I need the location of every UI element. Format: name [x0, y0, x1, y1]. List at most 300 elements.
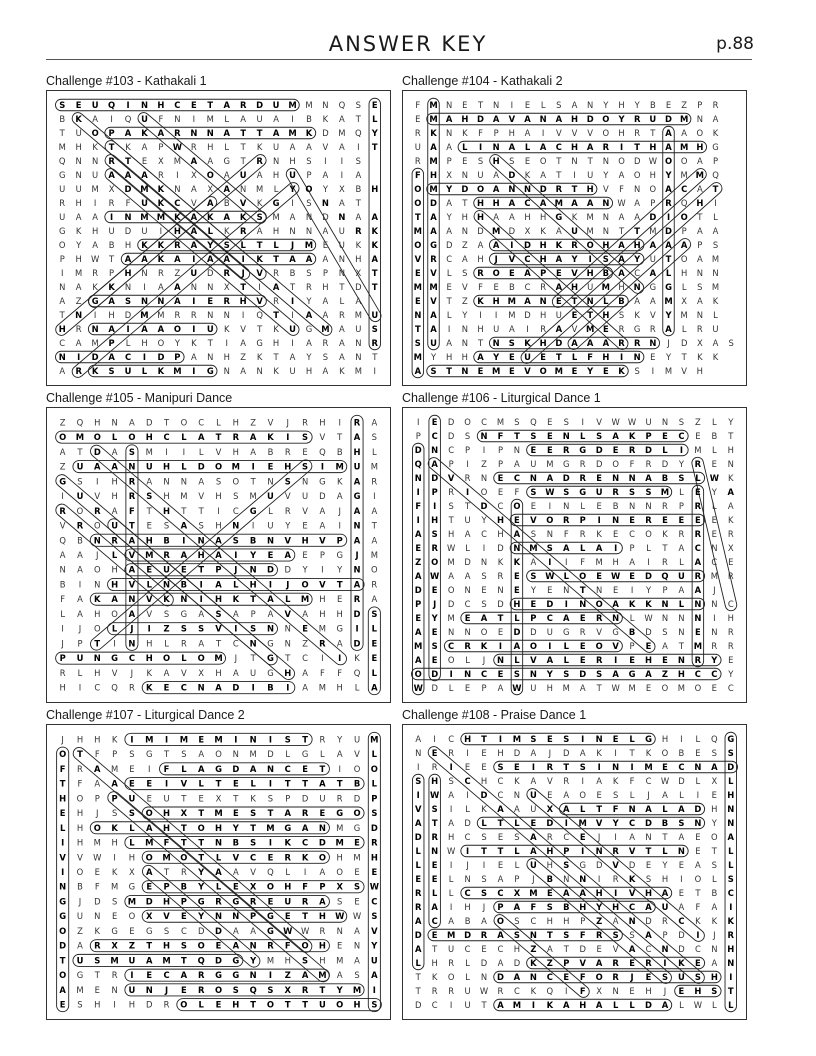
grid-letter: V — [239, 198, 247, 208]
grid-letter: E — [662, 515, 668, 525]
grid-letter: U — [76, 461, 84, 472]
grid-letter: A — [414, 627, 422, 637]
grid-letter: V — [612, 944, 619, 954]
grid-letter: N — [249, 564, 257, 575]
grid-letter: N — [595, 734, 603, 744]
grid-letter: L — [465, 972, 470, 982]
grid-letter: M — [529, 543, 538, 553]
grid-letter: N — [197, 682, 205, 693]
grid-letter: P — [77, 638, 83, 649]
grid-letter: H — [128, 999, 136, 1010]
grid-letter: L — [446, 268, 452, 278]
grid-letter: A — [563, 888, 570, 898]
grid-letter: S — [711, 860, 717, 870]
grid-letter: K — [530, 958, 537, 968]
grid-letter: R — [546, 832, 553, 842]
grid-letter: A — [711, 958, 718, 968]
grid-letter: R — [448, 986, 455, 996]
grid-letter: B — [612, 501, 619, 511]
grid-letter: S — [163, 925, 170, 936]
grid-letter: N — [266, 535, 274, 546]
grid-letter: C — [678, 916, 685, 926]
grid-letter: H — [272, 338, 280, 348]
grid-letter: A — [124, 128, 132, 138]
grid-letter: M — [93, 837, 101, 848]
grid-letter: Y — [618, 114, 625, 124]
grid-letter: F — [302, 881, 308, 892]
grid-letter: T — [634, 142, 641, 152]
grid-letter: D — [318, 837, 326, 848]
grid-letter: R — [77, 763, 83, 774]
grid-letter: L — [372, 114, 378, 124]
grid-letter: N — [628, 473, 636, 483]
grid-letter: A — [629, 557, 635, 567]
grid-letter: F — [94, 749, 100, 760]
grid-letter: L — [481, 818, 487, 828]
grid-letter: D — [513, 627, 521, 637]
grid-letter: E — [695, 748, 701, 758]
grid-letter: F — [612, 804, 619, 814]
grid-letter: A — [128, 564, 136, 575]
grid-letter: S — [77, 999, 83, 1010]
grid-letter: C — [481, 417, 487, 427]
grid-letter: O — [93, 822, 101, 833]
grid-letter: L — [181, 763, 187, 774]
grid-letter: R — [711, 641, 718, 651]
grid-letter: M — [677, 683, 686, 693]
grid-letter: K — [697, 352, 703, 362]
grid-letter: E — [431, 585, 438, 595]
grid-letter: I — [143, 282, 146, 292]
grid-letter: R — [633, 338, 641, 348]
grid-letter: C — [694, 543, 701, 553]
grid-letter: L — [371, 778, 378, 789]
grid-letter: D — [480, 958, 488, 968]
grid-letter: L — [448, 888, 454, 898]
grid-letter: R — [618, 324, 625, 334]
grid-letter: O — [711, 832, 718, 842]
grid-letter: R — [197, 970, 205, 981]
grid-letter: X — [249, 881, 257, 892]
grid-letter: E — [415, 543, 422, 553]
grid-letter: A — [696, 184, 703, 194]
grid-letter: A — [497, 930, 504, 940]
letter-grid — [46, 407, 391, 703]
grid-letter: G — [215, 970, 222, 981]
grid-letter: A — [665, 142, 672, 152]
grid-letter: H — [94, 999, 101, 1010]
grid-letter: T — [556, 170, 562, 180]
grid-letter: I — [614, 543, 618, 553]
grid-letter: I — [320, 461, 324, 472]
grid-letter: K — [728, 473, 734, 483]
grid-letter: K — [530, 986, 537, 996]
grid-letter: G — [111, 653, 119, 664]
grid-letter: A — [157, 128, 165, 138]
grid-letter: W — [90, 254, 100, 264]
grid-letter: Q — [530, 417, 537, 427]
grid-letter: A — [430, 324, 437, 334]
grid-letter: N — [579, 599, 587, 609]
grid-letter: A — [546, 944, 553, 954]
grid-letter: U — [289, 170, 296, 180]
grid-letter: D — [579, 944, 586, 954]
grid-letter: R — [158, 170, 164, 180]
grid-letter: S — [430, 366, 437, 376]
grid-letter: P — [514, 874, 520, 884]
grid-letter: W — [545, 571, 555, 581]
grid-letter: Z — [695, 417, 701, 427]
grid-letter: A — [514, 804, 520, 814]
grid-letter: R — [158, 268, 164, 278]
grid-letter: K — [256, 254, 263, 264]
grid-letter: L — [713, 212, 718, 222]
grid-letter: E — [94, 867, 100, 877]
grid-letter: D — [445, 240, 453, 250]
grid-letter: A — [497, 804, 504, 814]
grid-letter: W — [617, 198, 626, 208]
grid-letter: S — [371, 808, 378, 819]
grid-letter: A — [250, 446, 256, 457]
grid-letter: E — [493, 282, 499, 292]
grid-letter: D — [665, 226, 672, 236]
grid-letter: H — [595, 888, 603, 898]
grid-letter: M — [680, 170, 688, 180]
grid-letter: S — [354, 881, 361, 892]
grid-letter: T — [240, 142, 246, 152]
grid-letter: J — [630, 972, 634, 982]
grid-letter: C — [464, 944, 471, 954]
grid-letter: R — [190, 142, 197, 152]
grid-letter: A — [322, 170, 329, 180]
grid-letter: N — [305, 212, 313, 222]
grid-letter: U — [128, 955, 136, 966]
grid-letter: E — [612, 734, 619, 744]
grid-letter: N — [141, 268, 148, 278]
grid-letter: M — [110, 763, 119, 774]
grid-letter: K — [524, 338, 531, 348]
grid-letter: V — [284, 535, 292, 546]
grid-letter: K — [728, 515, 734, 525]
grid-letter: N — [492, 338, 500, 348]
grid-letter: Y — [250, 955, 257, 966]
grid-letter: X — [223, 282, 230, 292]
grid-letter: H — [431, 776, 439, 786]
grid-letter: B — [602, 268, 610, 278]
grid-letter: I — [416, 417, 420, 427]
grid-letter: H — [540, 212, 547, 222]
grid-letter: C — [232, 505, 239, 516]
grid-letter: K — [267, 432, 274, 443]
grid-letter: Y — [645, 585, 652, 595]
grid-letter: O — [58, 240, 66, 250]
grid-letter: G — [645, 734, 652, 744]
grid-letter: A — [618, 254, 625, 264]
grid-letter: I — [482, 860, 486, 870]
grid-letter: N — [207, 352, 214, 362]
grid-letter: N — [696, 114, 703, 124]
grid-letter: O — [76, 867, 84, 877]
grid-letter: V — [530, 515, 537, 525]
grid-letter: C — [284, 763, 291, 774]
grid-letter: M — [370, 734, 379, 745]
grid-letter: M — [288, 100, 297, 110]
grid-letter: I — [93, 198, 97, 208]
grid-letter: R — [108, 198, 115, 208]
grid-letter: N — [595, 846, 603, 856]
grid-letter: D — [579, 669, 587, 679]
grid-letter: E — [497, 860, 504, 870]
grid-letter: V — [250, 867, 256, 877]
page-title: ANSWER KEY — [328, 32, 488, 56]
grid-letter: J — [494, 254, 498, 264]
grid-letter: A — [513, 902, 521, 912]
grid-letter: Z — [75, 296, 82, 306]
grid-letter: A — [339, 198, 345, 208]
grid-letter: M — [447, 557, 455, 567]
grid-letter: I — [113, 999, 116, 1010]
grid-letter: A — [477, 352, 484, 362]
grid-letter: L — [711, 501, 717, 511]
grid-letter: S — [728, 338, 734, 348]
grid-letter: A — [634, 198, 641, 208]
grid-letter: M — [413, 282, 423, 292]
grid-letter: N — [612, 762, 620, 772]
grid-letter: N — [612, 986, 619, 996]
grid-letter: E — [514, 515, 520, 525]
grid-letter: D — [678, 776, 685, 786]
grid-letter: D — [546, 599, 554, 609]
grid-letter: G — [336, 808, 344, 819]
grid-letter: S — [163, 520, 170, 531]
grid-letter: D — [480, 790, 488, 800]
grid-letter: M — [157, 310, 165, 320]
grid-letter: N — [321, 198, 329, 208]
grid-letter: H — [145, 432, 153, 443]
grid-letter: Y — [336, 984, 343, 995]
grid-letter: E — [602, 324, 609, 334]
grid-letter: I — [416, 762, 420, 772]
grid-letter: D — [678, 944, 685, 954]
grid-letter: K — [645, 599, 652, 609]
grid-letter: F — [478, 282, 483, 292]
grid-letter: K — [513, 557, 521, 567]
grid-letter: A — [59, 550, 66, 560]
grid-letter: A — [530, 748, 537, 758]
grid-letter: H — [570, 142, 579, 152]
grid-letter: H — [197, 550, 205, 560]
grid-letter: Y — [198, 881, 205, 892]
grid-letter: U — [163, 564, 170, 575]
grid-letter: L — [678, 599, 685, 609]
grid-letter: I — [291, 198, 294, 208]
grid-letter: K — [514, 776, 520, 786]
grid-letter: N — [197, 535, 205, 546]
grid-letter: P — [446, 156, 452, 166]
grid-letter: L — [662, 804, 668, 814]
grid-letter: A — [694, 557, 702, 567]
grid-letter: L — [695, 473, 701, 483]
grid-letter: D — [431, 669, 439, 679]
grid-letter: S — [431, 529, 438, 539]
grid-letter: A — [524, 128, 531, 138]
grid-letter: D — [546, 818, 554, 828]
found-word-highlight — [125, 969, 330, 981]
grid-letter: S — [629, 487, 636, 497]
grid-letter: J — [663, 986, 667, 996]
grid-letter: R — [712, 100, 719, 110]
grid-letter: E — [497, 832, 504, 842]
grid-letter: H — [232, 999, 240, 1010]
grid-letter: A — [508, 142, 516, 152]
grid-letter: M — [693, 641, 703, 651]
grid-letter: D — [633, 156, 641, 166]
grid-letter: A — [481, 916, 487, 926]
grid-letter: P — [481, 683, 487, 693]
grid-letter: R — [75, 324, 82, 334]
grid-letter: E — [555, 268, 562, 278]
grid-letter: H — [141, 338, 148, 348]
grid-letter: A — [414, 571, 422, 581]
grid-letter: T — [233, 793, 239, 804]
grid-letter: K — [111, 867, 118, 877]
grid-letter: E — [530, 445, 537, 455]
grid-letter: I — [482, 543, 486, 553]
grid-letter: A — [446, 142, 453, 152]
grid-letter: V — [180, 778, 188, 789]
grid-letter: X — [727, 543, 734, 553]
grid-letter: L — [273, 240, 279, 250]
grid-letter: E — [354, 837, 360, 848]
grid-letter: T — [650, 128, 656, 138]
grid-letter: P — [306, 170, 312, 180]
grid-letter: T — [256, 240, 263, 250]
grid-letter: A — [645, 804, 652, 814]
grid-letter: A — [249, 432, 257, 443]
grid-letter: R — [540, 324, 547, 334]
grid-letter: M — [140, 184, 149, 194]
grid-letter: L — [629, 613, 635, 623]
grid-letter: L — [465, 655, 470, 665]
grid-letter: A — [198, 608, 205, 619]
grid-letter: K — [207, 212, 214, 222]
grid-letter: X — [146, 911, 153, 922]
grid-letter: H — [76, 837, 84, 848]
grid-letter: J — [61, 638, 64, 649]
grid-letter: A — [414, 655, 422, 665]
grid-letter: X — [446, 170, 453, 180]
grid-letter: K — [462, 128, 468, 138]
grid-letter: S — [232, 535, 239, 546]
grid-letter: U — [530, 459, 537, 469]
grid-letter: D — [628, 860, 636, 870]
grid-letter: M — [156, 212, 166, 222]
grid-letter: R — [696, 324, 703, 334]
grid-letter: L — [662, 445, 668, 455]
grid-letter: I — [548, 501, 552, 511]
grid-letter: M — [413, 352, 423, 362]
grid-letter: Z — [681, 100, 688, 110]
grid-letter: T — [129, 520, 135, 531]
grid-letter: R — [431, 762, 438, 772]
grid-letter: I — [268, 837, 273, 848]
grid-letter: H — [272, 170, 280, 180]
grid-letter: U — [267, 520, 274, 531]
grid-letter: N — [612, 613, 620, 623]
grid-letter: K — [75, 226, 82, 236]
grid-letter: A — [240, 338, 247, 348]
grid-letter: C — [645, 944, 652, 954]
grid-letter: N — [529, 972, 537, 982]
grid-letter: W — [512, 683, 522, 693]
grid-letter: L — [207, 226, 213, 236]
grid-letter: N — [232, 749, 239, 760]
grid-letter: U — [75, 184, 82, 194]
grid-letter: I — [324, 156, 327, 166]
grid-letter: D — [563, 748, 570, 758]
grid-letter: I — [286, 682, 290, 693]
grid-letter: R — [59, 667, 66, 678]
grid-letter: D — [94, 896, 101, 907]
grid-letter: P — [322, 268, 328, 278]
grid-letter: I — [581, 776, 584, 786]
grid-letter: E — [662, 431, 668, 441]
grid-letter: G — [59, 911, 67, 922]
grid-letter: I — [498, 734, 503, 744]
grid-letter: U — [464, 986, 471, 996]
grid-letter: Y — [530, 585, 536, 595]
grid-letter: I — [564, 818, 568, 828]
grid-letter: E — [728, 557, 734, 567]
letter-grid — [402, 724, 747, 1020]
grid-letter: C — [198, 417, 205, 428]
grid-letter: O — [539, 366, 547, 376]
grid-letter: C — [163, 970, 170, 981]
grid-letter: L — [273, 184, 279, 194]
grid-letter: I — [541, 128, 545, 138]
grid-letter: R — [180, 867, 187, 877]
grid-letter: D — [497, 543, 504, 553]
grid-letter: K — [540, 226, 546, 236]
grid-letter: I — [192, 254, 196, 264]
grid-letter: D — [727, 762, 735, 772]
grid-letter: S — [302, 461, 309, 472]
grid-letter: D — [59, 940, 67, 951]
grid-letter: B — [661, 818, 669, 828]
grid-letter: I — [581, 846, 585, 856]
grid-letter: H — [539, 254, 547, 264]
grid-letter: S — [431, 804, 438, 814]
grid-letter: M — [214, 653, 223, 664]
grid-letter: N — [249, 638, 257, 649]
grid-letter: C — [497, 776, 504, 786]
grid-letter: S — [94, 955, 101, 966]
grid-letter: K — [634, 310, 640, 320]
grid-letter: A — [289, 142, 296, 152]
grid-letter: A — [198, 749, 205, 760]
grid-letter: S — [180, 940, 187, 951]
grid-letter: N — [523, 184, 532, 194]
grid-letter: B — [59, 579, 66, 590]
grid-letter: H — [476, 212, 485, 222]
grid-letter: F — [580, 557, 586, 567]
grid-letter: C — [128, 653, 135, 664]
grid-letter: R — [563, 515, 570, 525]
grid-letter: N — [539, 114, 547, 124]
grid-letter: G — [301, 749, 309, 760]
grid-letter: Z — [415, 557, 422, 567]
grid-letter: P — [712, 156, 719, 166]
